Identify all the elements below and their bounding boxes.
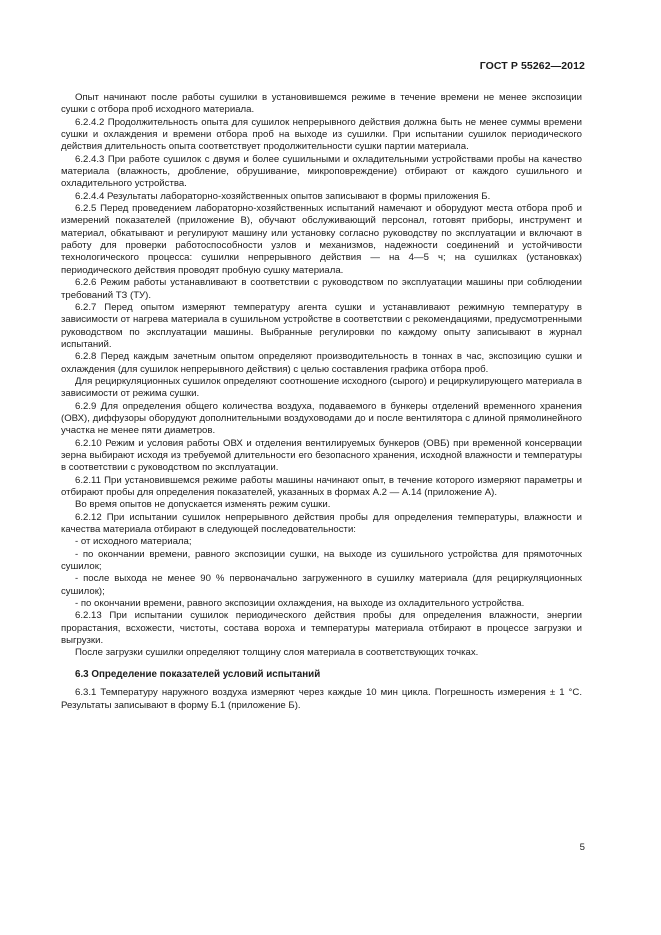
- standard-header: ГОСТ Р 55262—2012: [479, 60, 585, 72]
- paragraph: 6.2.11 При установившемся режиме работы машины начинают опыт, в течение которого измеряют параметры и отбирают пробы для определения показателей, указанных в формах А.2 — А.14 (приложение А).: [61, 474, 582, 498]
- list-item: - по окончании времени, равного экспозиции сушки, на выходе из сушильного устройства для прямоточных сушилок;: [61, 548, 582, 573]
- list-item: - от исходного материала;: [75, 536, 192, 548]
- paragraph: 6.2.8 Перед каждым зачетным опытом определяют производительность в тоннах в час, экспозицию сушки и охлаждения (для сушилок непрерывного действия) с целью составления графика отбора проб.: [61, 351, 582, 375]
- paragraph: 6.2.13 При испытании сушилок периодического действия пробы для определения влажности, энергии прорастания, всхожести, чистоты, состава вороха и температуры материала отбирают в процессе загрузки и выгрузки.: [61, 610, 582, 647]
- paragraph: 6.2.4.3 При работе сушилок с двумя и более сушильными и охладительными устройствами пробы на качество материала (влажность, дробление, обрушивание, микроповреждение) отбирают от каждого сушильного и охладительного устройства.: [61, 153, 582, 190]
- page-number: 5: [579, 842, 585, 853]
- paragraph: После загрузки сушилки определяют толщину слоя материала в соответствующих точках.: [75, 647, 479, 659]
- paragraph: 6.2.12 При испытании сушилок непрерывного действия пробы для определения температуры, влажности и качества материала отбирают в следующей последовательности:: [61, 511, 582, 536]
- paragraph: 6.2.9 Для определения общего количества воздуха, подаваемого в бункеры отделений временного хранения (ОВХ), диффузоры оборудуют дополнительными воздуховодами до и после вентилятора с длиной прямолинейного участка не менее пяти диаметров.: [61, 400, 582, 437]
- paragraph: 6.2.5 Перед проведением лабораторно-хозяйственных испытаний намечают и оборудуют места отбора проб и измерений показателей (приложение В), обучают обслуживающий персонал, готовят приборы, инструмент и материал, обкатывают и регулируют машину или установку согласно руководству по эксплуатации и включают в работу для проверки работоспособности узлов и механизмов, надежности соединений и устойчивости технологического процесса: сушилки непрерывного действия — на 4—5 ч; на сушилках (установках) периодического действия проводят пробную сушку материала.: [61, 203, 582, 276]
- paragraph: Во время опытов не допускается изменять режим сушки.: [75, 499, 331, 511]
- paragraph: 6.2.10 Режим и условия работы ОВХ и отделения вентилируемых бункеров (ОВБ) при временной консервации зерна выбирают исходя из требуемой длительности его безопасного хранения, исходной влажности и температуры в соответствии с руководством по эксплуатации.: [61, 437, 582, 474]
- document-body: [61, 92, 582, 712]
- paragraph: Опыт начинают после работы сушилки в установившемся режиме в течение времени не менее экспозиции сушки с отбора проб исходного материала.: [61, 92, 582, 116]
- paragraph: 6.2.4.2 Продолжительность опыта для сушилок непрерывного действия должна быть не менее суммы времени сушки и охлаждения и времени отбора проб на выходе из сушилки. При испытании сушилок периодического действия длительность опыта соответствует продолжительности сушки партии материала.: [61, 116, 582, 153]
- paragraph: 6.2.4.4 Результаты лабораторно-хозяйственных опытов записывают в формы приложения Б.: [75, 190, 491, 202]
- paragraph: Для рециркуляционных сушилок определяют соотношение исходного (сырого) и рециркулирующего материала в зависимости от режима сушки.: [61, 375, 582, 400]
- paragraph: 6.3.1 Температуру наружного воздуха измеряют через каждые 10 мин цикла. Погрешность измерения ± 1 °С. Результаты записывают в форму Б.1 (приложение Б).: [61, 687, 582, 711]
- paragraph: 6.2.6 Режим работы устанавливают в соответствии с руководством по эксплуатации машины при соблюдении требований ТЗ (ТУ).: [61, 277, 582, 301]
- list-item: - по окончании времени, равного экспозиции охлаждения, на выходе из охладительного устройства.: [75, 598, 525, 610]
- section-heading: 6.3 Определение показателей условий испытаний: [75, 668, 321, 680]
- list-item: - после выхода не менее 90 % первоначально загруженного в сушилку материала (для рециркуляционных сушилок);: [61, 573, 582, 597]
- paragraph: 6.2.7 Перед опытом измеряют температуру агента сушки и устанавливают режимную температуру в зависимости от нагрева материала в сушильном устройстве в соответствии с рекомендациями, предусмотренными руководством по эксплуатации машины. Выбранные регулировки по каждому опыту записывают в журнал испытаний.: [61, 301, 582, 350]
